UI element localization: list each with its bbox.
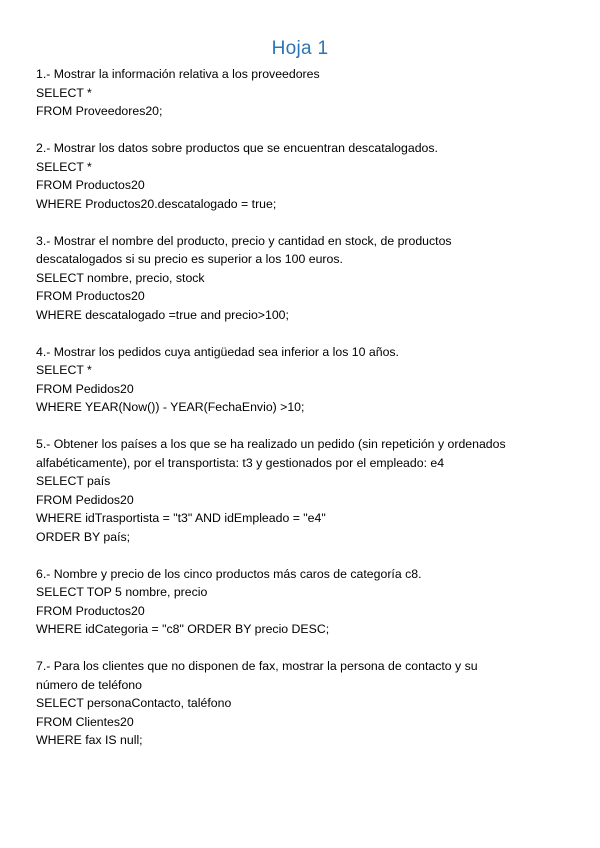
text-line: SELECT *: [36, 159, 92, 174]
exercise-section-4: [36, 343, 576, 417]
exercise-statement: 3.- Mostrar el nombre del producto, precio y cantidad en stock, de productos: [36, 233, 452, 248]
text-line: FROM Productos20: [36, 603, 145, 618]
exercise-section-7: [36, 657, 576, 750]
document-body: [36, 65, 576, 768]
text-line: WHERE YEAR(Now()) - YEAR(FechaEnvio) >10;: [36, 400, 305, 414]
text-line: número de teléfono: [36, 677, 142, 692]
text-line: WHERE Productos20.descatalogado = true;: [36, 196, 277, 211]
text-line: FROM Pedidos20: [36, 381, 134, 396]
text-line: WHERE fax IS null;: [36, 733, 143, 747]
exercise-statement: 1.- Mostrar la información relativa a los proveedores: [36, 67, 320, 81]
text-line: alfabéticamente), por el transportista: t3 y gestionados por el empleado: e4: [36, 455, 445, 470]
text-line: FROM Productos20: [36, 289, 145, 303]
text-line: FROM Productos20: [36, 178, 145, 192]
exercise-statement: 4.- Mostrar los pedidos cuya antigüedad sea inferior a los 10 años.: [36, 344, 399, 359]
text-line: SELECT TOP 5 nombre, precio: [36, 585, 208, 599]
text-line: ORDER BY país;: [36, 529, 131, 544]
text-line: WHERE descatalogado =true and precio>100;: [36, 307, 289, 322]
exercise-statement: 7.- Para los clientes que no disponen de fax, mostrar la persona de contacto y su: [36, 659, 478, 673]
text-line: WHERE idCategoria = "c8" ORDER BY precio DESC;: [36, 622, 330, 636]
text-line: SELECT *: [36, 363, 92, 377]
exercise-section-5: [36, 435, 576, 546]
exercise-statement: 6.- Nombre y precio de los cinco productos más caros de categoría c8.: [36, 566, 422, 581]
page-title: Hoja 1: [271, 38, 329, 59]
text-line: SELECT *: [36, 85, 92, 100]
exercise-section-6: [36, 565, 576, 639]
text-line: FROM Pedidos20: [36, 492, 134, 507]
exercise-statement: 2.- Mostrar los datos sobre productos que se encuentran descatalogados.: [36, 141, 438, 155]
text-line: SELECT país: [36, 474, 111, 488]
text-line: FROM Clientes20: [36, 714, 134, 729]
text-line: SELECT personaContacto, taléfono: [36, 696, 232, 710]
text-line: descatalogados si su precio es superior a los 100 euros.: [36, 252, 343, 266]
exercise-statement: 5.- Obtener los países a los que se ha realizado un pedido (sin repetición y ordenados: [36, 437, 506, 451]
text-line: SELECT nombre, precio, stock: [36, 270, 205, 285]
exercise-section-2: [36, 139, 576, 213]
text-line: FROM Proveedores20;: [36, 104, 163, 118]
exercise-section-1: [36, 65, 576, 121]
text-line: WHERE idTrasportista = "t3" AND idEmpleado = "e4": [36, 511, 326, 525]
exercise-section-3: [36, 232, 576, 325]
